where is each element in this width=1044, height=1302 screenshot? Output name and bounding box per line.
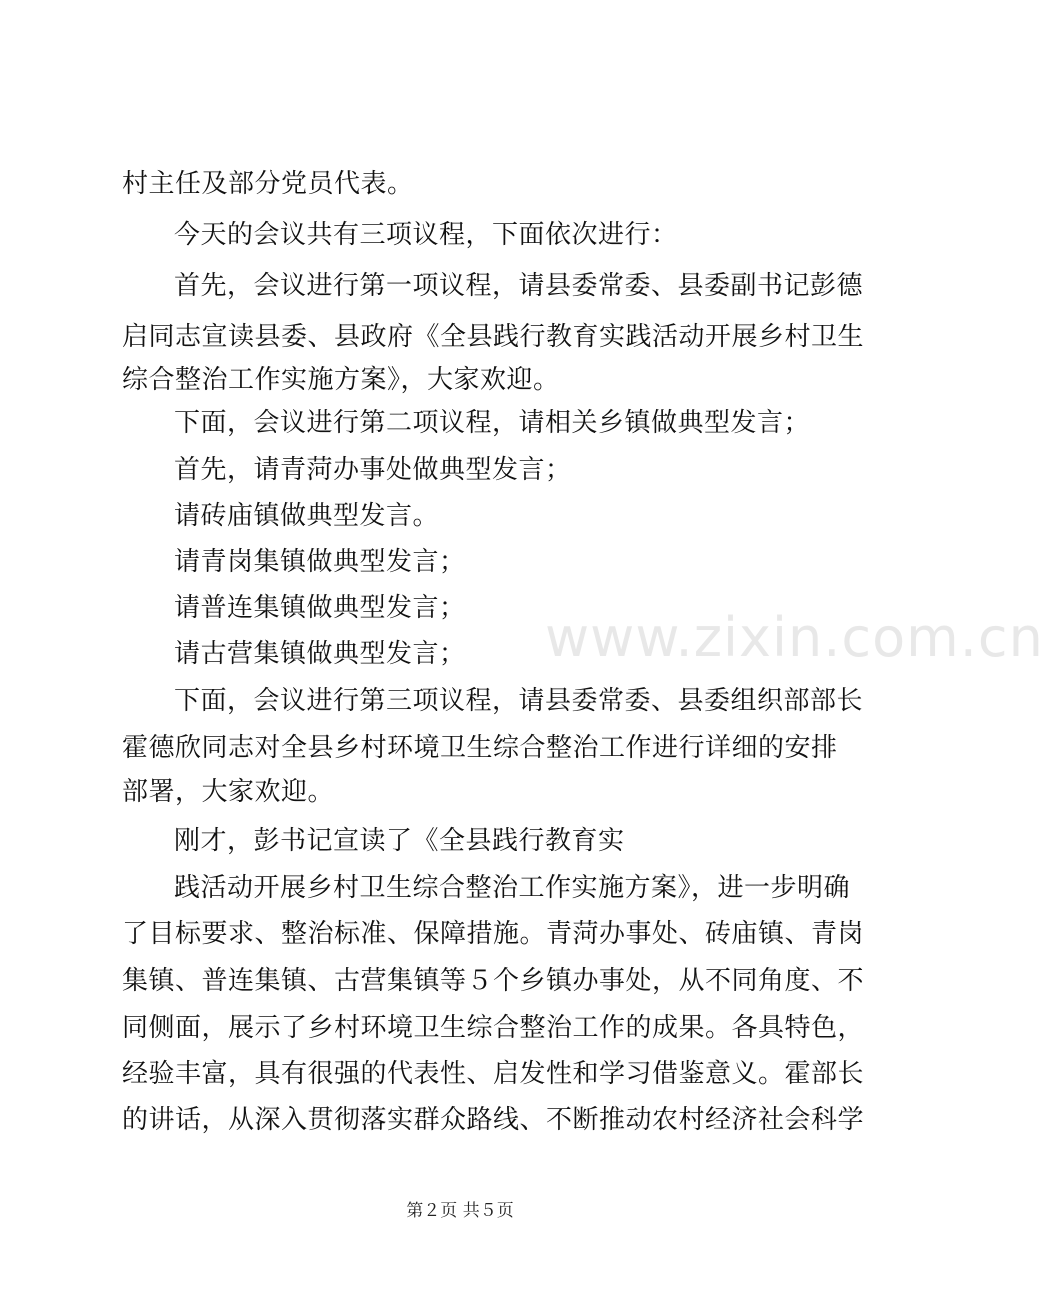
- body-line: 请砖庙镇做典型发言。: [174, 501, 440, 531]
- body-line: 首先，会议进行第一项议程，请县委常委、县委副书记彭德: [174, 271, 864, 301]
- body-line: 今天的会议共有三项议程，下面依次进行：: [174, 220, 678, 250]
- body-line: 同侧面，展示了乡村环境卫生综合整治工作的成果。各具特色，: [122, 1013, 865, 1043]
- body-line: 践活动开展乡村卫生综合整治工作实施方案》，进一步明确: [174, 873, 851, 903]
- body-line: 下面，会议进行第三项议程，请县委常委、县委组织部部长: [174, 686, 864, 716]
- body-line: 请普连集镇做典型发言；: [174, 593, 466, 623]
- body-line: 经验丰富，具有很强的代表性、启发性和学习借鉴意义。霍部长: [122, 1059, 865, 1089]
- body-line: 部署，大家欢迎。: [122, 777, 335, 807]
- body-line: 首先，请青菏办事处做典型发言；: [174, 455, 572, 485]
- body-line: 的讲话，从深入贯彻落实群众路线、不断推动农村经济社会科学: [122, 1105, 865, 1135]
- body-line: 集镇、普连集镇、古营集镇等５个乡镇办事处，从不同角度、不: [122, 966, 865, 996]
- body-line: 下面，会议进行第二项议程，请相关乡镇做典型发言；: [174, 408, 811, 438]
- body-line: 请青岗集镇做典型发言；: [174, 547, 466, 577]
- watermark: www.zixin.com.cn: [545, 606, 1044, 669]
- body-line: 刚才，彭书记宣读了《全县践行教育实: [174, 826, 625, 856]
- body-line: 启同志宣读县委、县政府《全县践行教育实践活动开展乡村卫生: [122, 322, 865, 352]
- body-line: 了目标要求、整治标准、保障措施。青菏办事处、砖庙镇、青岗: [122, 919, 865, 949]
- body-line: 村主任及部分党员代表。: [122, 169, 414, 199]
- body-line: 霍德欣同志对全县乡村环境卫生综合整治工作进行详细的安排: [122, 733, 838, 763]
- page-footer: 第２页 共５页: [406, 1201, 514, 1221]
- body-line: 综合整治工作实施方案》，大家欢迎。: [122, 365, 560, 395]
- body-line: 请古营集镇做典型发言；: [174, 639, 466, 669]
